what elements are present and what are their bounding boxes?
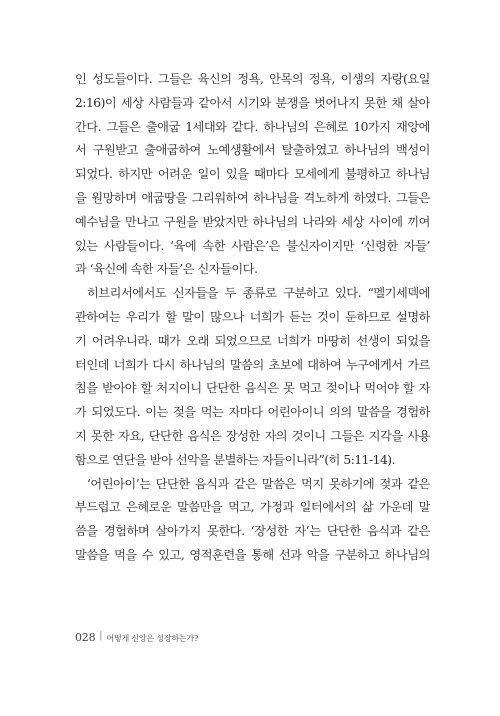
- text-line: 을 원망하며 애굽땅을 그리워하여 하나님을 격노하게 하였다. 그들은: [75, 190, 430, 205]
- page-footer: [75, 631, 198, 644]
- text-line: 씀을 경험하며 살아가지 못한다. ‘장성한 자’는 단단한 음식과 같은: [75, 524, 430, 539]
- paragraph: [75, 473, 430, 568]
- running-title: 어떻게 신앙은 성장하는가?: [106, 634, 199, 643]
- paragraph: [75, 68, 430, 282]
- text-line: 되었다. 하지만 어려운 일이 있을 때마다 모세에게 불평하고 하나님: [75, 167, 430, 182]
- text-line: 부드럽고 은혜로운 말씀만을 먹고, 가정과 일터에서의 삶 가운데 말: [75, 500, 430, 515]
- text-line: 함으로 연단을 받아 선악을 분별하는 자들이니라”(히 5:11-14).: [75, 452, 395, 467]
- text-line: 관하여는 우리가 할 말이 많으나 너희가 듣는 것이 둔하므로 설명하: [75, 309, 430, 324]
- text-line: 터인데 너희가 다시 하나님의 말씀의 초보에 대하여 누구에게서 가르: [75, 357, 430, 372]
- text-line: 기 어려우니라. 때가 오래 되었으므로 너희가 마땅히 선생이 되었을: [75, 333, 430, 348]
- paragraph: [75, 282, 430, 472]
- text-line: 있는 사람들이다. ‘육에 속한 사람은’은 불신자이지만 ‘신령한 자들’: [75, 238, 430, 253]
- text-line: 말씀을 먹을 수 있고, 영적훈련을 통해 선과 악을 구분하고 하나님의: [75, 547, 430, 562]
- body-text: [75, 68, 430, 568]
- text-line: 예수님을 만나고 구원을 받았지만 하나님의 나라와 세상 사이에 끼여: [75, 214, 430, 229]
- text-line: 인 성도들이다. 그들은 육신의 정욕, 안목의 정욕, 이생의 자랑(요일: [75, 72, 430, 86]
- text-line: 침을 받아야 할 처지이니 단단한 음식은 못 먹고 젖이나 먹어야 할 자: [75, 381, 430, 396]
- text-line: 가 되었도다. 이는 젖을 먹는 자마다 어린아이니 의의 말씀을 경험하: [75, 405, 430, 420]
- text-line: 과 ‘육신에 속한 자들’은 신자들이다.: [75, 262, 258, 277]
- text-line: 2:16)이 세상 사람들과 같아서 시기와 분쟁을 벗어나지 못한 채 살아: [75, 95, 430, 110]
- text-line: 히브리서에서도 신자들을 두 종류로 구분하고 있다. “멜기세덱에: [87, 286, 430, 301]
- text-line: ‘어린아이’는 단단한 음식과 같은 말씀은 먹지 못하기에 젖과 같은: [87, 476, 430, 491]
- footer-separator: |: [99, 631, 103, 641]
- text-line: 서 구원받고 출애굽하여 노예생활에서 탈출하였고 하나님의 백성이: [75, 143, 430, 158]
- text-line: 지 못한 자요, 단단한 음식은 장성한 자의 것이니 그들은 지각을 사용: [75, 428, 430, 443]
- page-number: 028: [75, 631, 96, 644]
- text-line: 간다. 그들은 출애굽 1세대와 같다. 하나님의 은혜로 10가지 재앙에: [75, 119, 430, 134]
